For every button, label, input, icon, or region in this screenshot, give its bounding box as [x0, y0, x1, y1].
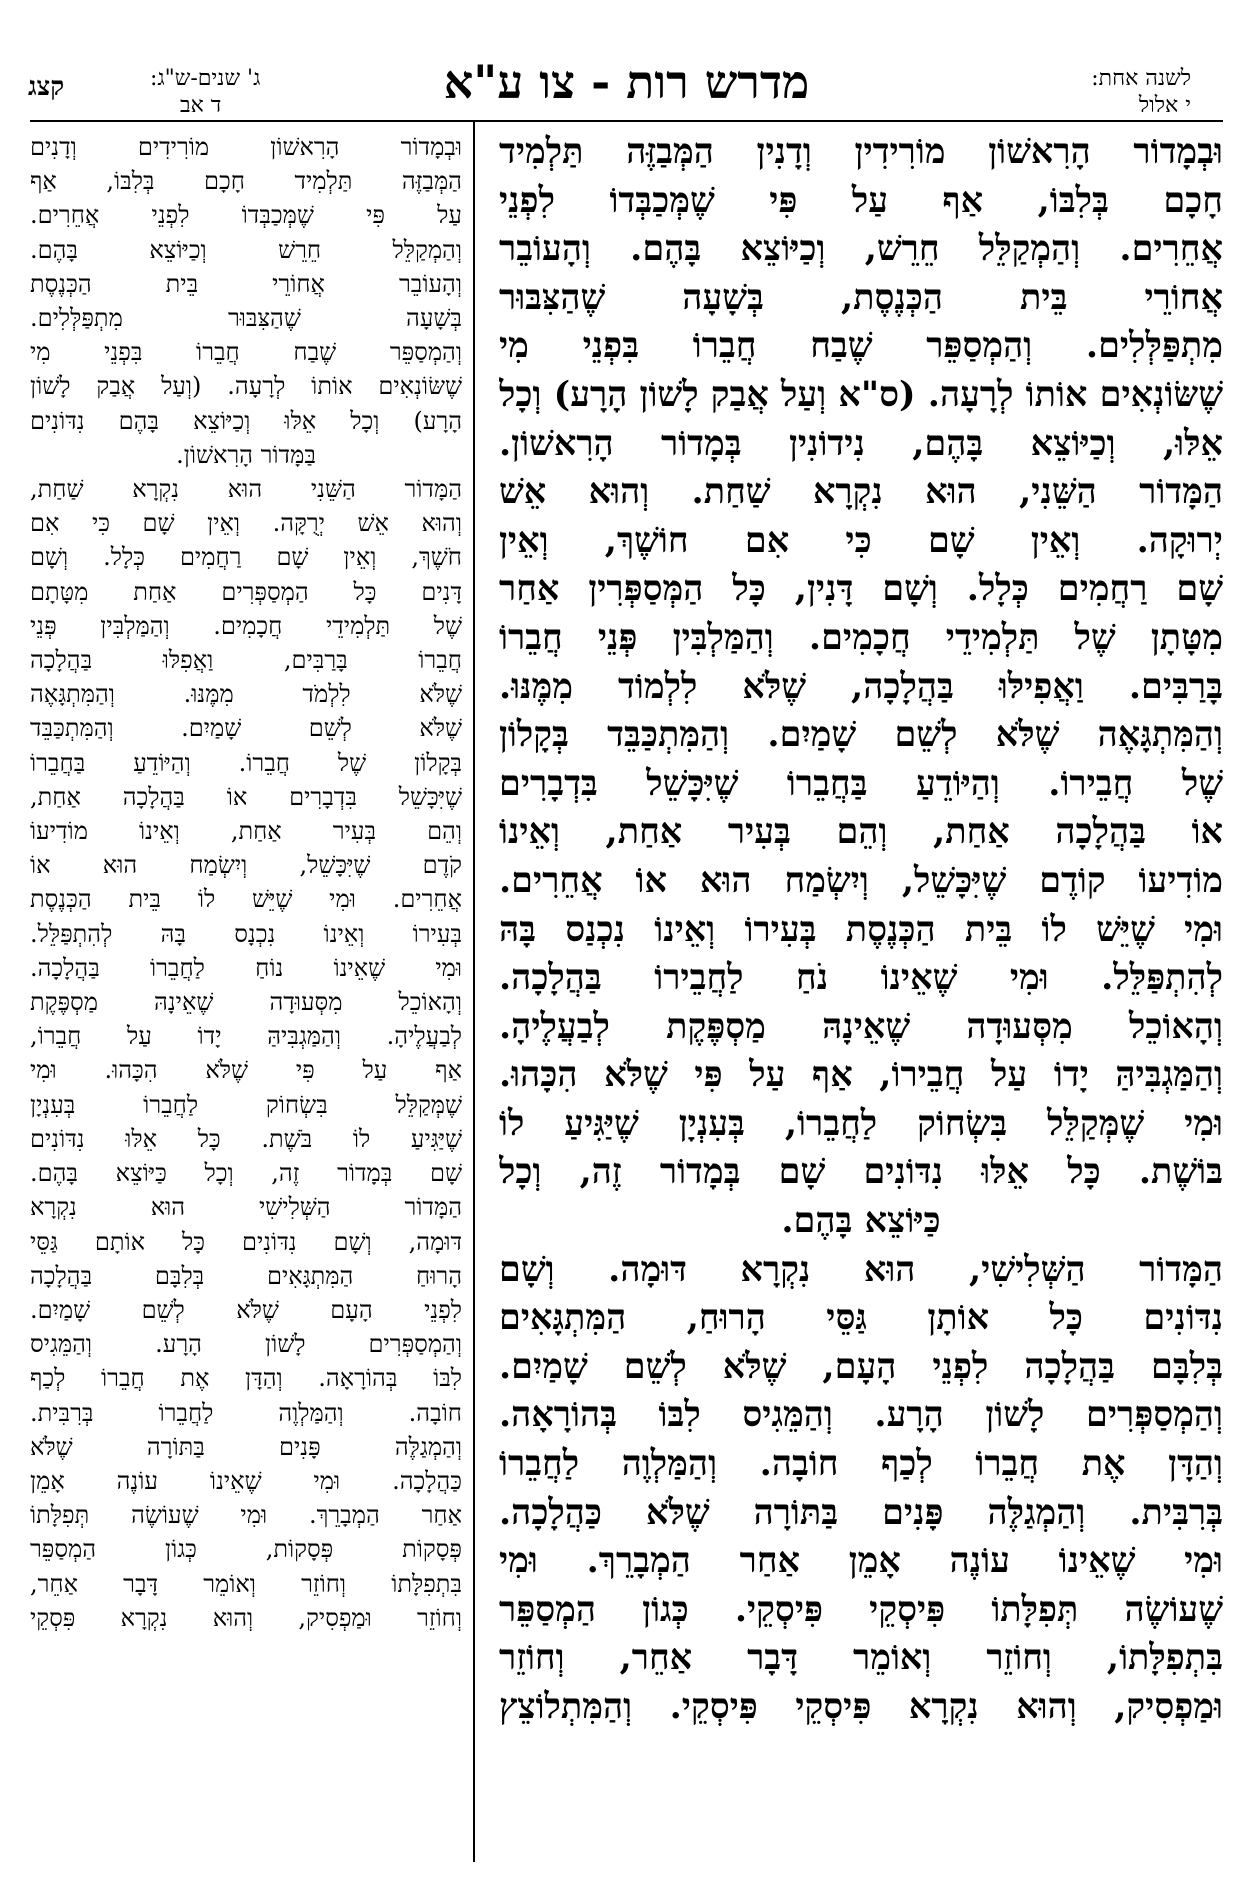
main-text-line: בָּרַבִּים. וַאֲפִילּוּ בַּהֲלָכָה, שֶׁלֹּא לִלְמוֹד מִמֶּנּוּ.: [499, 665, 1223, 707]
side-text-line: שֶׁיַּגִּיעַ לוֹ בֹּשֶׁת. כָּל אֵלּוּ נִדּוֹנִים: [30, 1124, 462, 1153]
side-text-line: וְהַמְקַלֵּל חֵרֵשׁ וְכַיּוֹצֵא בָּהֶם.: [30, 235, 462, 264]
main-text-line: וּמִי שֶׁמְּקַלֵּל בִּשְׂחוֹק לַחֲבֵרוֹ, בְּעִנְיָן שֶׁיַּגִּיעַ לוֹ: [499, 1102, 1223, 1144]
main-text-line: בִּתְפִלָּתוֹ, וְחוֹזֵר וְאוֹמֵר דָּבָר אַחֵר, וְחוֹזֵר: [499, 1637, 1223, 1679]
side-text-line: אַחַר הַמְבָרֵךְ. וּמִי שֶׁעוֹשֶׂה תְּפִלָּתוֹ: [30, 1501, 462, 1530]
side-text-line: בְּקָלוֹן שֶׁל חֲבֵרוֹ. וְהַיּוֹדֵעַ בַּחֲבֵרוֹ: [30, 748, 462, 777]
side-text-line: הָרָע) וְכָל אֵלּוּ וְכַיּוֹצֵא בָּהֶם נִדּוֹנִים: [30, 406, 462, 435]
main-text-line: חָכָם בְּלִבּוֹ, אַף עַל פִּי שֶׁמְּכַבְּדוֹ לִפְנֵי: [499, 179, 1223, 221]
side-text-line: שֶׁלֹּא לְשֵׁם שָׁמַיִם. וְהַמִּתְכַּבֵּד: [30, 714, 462, 743]
side-text-line: פְּסָקוֹת פְּסָקוֹת, כְּגוֹן הַמְסַפֵּר: [30, 1535, 462, 1564]
main-text-line: לְהִתְפַּלֵּל. וּמִי שֶׁאֵינוֹ נֹחַ לַחֲבֵירוֹ בַּהֲלָכָה.: [499, 957, 1223, 999]
schedule-one-year-label: לשנה אחת:: [1091, 66, 1191, 91]
main-text-line: שָׁם רַחֲמִים כְּלָל. וְשָׁם דָּנִין, כָּל הַמְּסַפְּרִין אַחַר: [499, 568, 1223, 610]
side-text-line: וְחוֹזֵר וּמַפְסִיק, וְהוּא נִקְרָא פִּסְקֵי: [30, 1603, 462, 1632]
header-divider: [30, 120, 1223, 122]
main-text-line: מִטָּתָן שֶׁל תַּלְמִידֵי חֲכָמִים. וְהַמַּלְבִּין פְּנֵי חֲבֵרוֹ: [499, 616, 1223, 658]
main-text-line: וּמִי שֶׁיֵּשׁ לוֹ בֵּית הַכְּנֶסֶת בְּעִירוֹ וְאֵינוֹ נִכְנַס בָּהּ: [499, 908, 1223, 950]
main-text-line: מִתְפַּלְּלִים. וְהַמְסַפֵּר שֶׁבַח חֲבֵרוֹ בִּפְנֵי מִי: [499, 325, 1223, 367]
side-text-line: הַמָּדוֹר הַשְּׁלִישִׁי הוּא נִקְרָא: [30, 1193, 462, 1222]
main-text-line: וְהַמַּגְבִּיהַּ יָדוֹ עַל חֲבֵירוֹ, אַף עַל פִּי שֶׁלֹּא הִכָּהוּ.: [499, 1054, 1223, 1096]
main-text-line: וְהַדָּן אֶת חֲבֵרוֹ לְכַף חוֹבָה. וְהַמַּלְוֶה לַחֲבֵרוֹ: [499, 1443, 1223, 1485]
side-text-line: שָׁם בְּמָדוֹר זֶה, וְכָל כַּיּוֹצֵא בָּהֶם.: [30, 1159, 462, 1188]
main-text-line: וְהַמְסַפְּרִים לָשׁוֹן הָרָע. וְהַמֵּגִיס לִבּוֹ בְּהוֹרָאָה.: [499, 1394, 1223, 1436]
side-text-line: וְהוּא אֵשׁ יְרֻקָּה. וְאֵין שָׁם כִּי אִם: [30, 509, 462, 538]
main-text-line: בְּלִבָּם בַּהֲלָכָה לִפְנֵי הָעָם, שֶׁלֹּא לְשֵׁם שָׁמַיִם.: [499, 1345, 1223, 1387]
main-text-line: שֶׁעוֹשֶׂה תְּפִלָּתוֹ פִּיסְקֵי פִּיסְקֵי. כְּגוֹן הַמְסַפֵּר: [499, 1588, 1223, 1630]
schedule-three-year-date: ד אב: [180, 93, 222, 118]
side-text-line: חֹשֶׁךְ, וְאֵין שָׁם רַחֲמִים כְּלָל. וְשָׁם: [30, 543, 462, 572]
side-text-line: עַל פִּי שֶׁמְּכַבְּדוֹ לִפְנֵי אֲחֵרִים.: [30, 201, 462, 230]
side-text-line: הַמְּבַזֶּה תַּלְמִיד חָכָם בְּלִבּוֹ, אַף: [30, 167, 462, 196]
side-text-line: שֶׁשּׂוֹנְאִים אוֹתוֹ לְרָעָה. (וְעַל אֲבַק לָשׁוֹן: [30, 372, 462, 401]
side-text-line: וְהָעוֹבֵר אֲחוֹרֵי בֵּית הַכְּנֶסֶת: [30, 269, 462, 298]
side-text-line: בִּתְפִלָּתוֹ וְחוֹזֵר וְאוֹמֵר דָּבָר אַחֵר,: [30, 1569, 462, 1598]
main-text-line: בּוֹשֶׁת. כָּל אֵלּוּ נִדּוֹנִים שָׁם בְּמָדוֹר זֶה, וְכָל: [499, 1151, 1223, 1193]
side-text-line: וּמִי שֶׁאֵינוֹ נוֹחַ לַחֲבֵרוֹ בַּהֲלָכָה.: [30, 953, 462, 982]
main-text-line: וּמִי שֶׁאֵינוֹ עוֹנֶה אָמֵן אַחַר הַמְבָרֵךְ. וּמִי: [499, 1540, 1223, 1582]
side-text-line: בַּמָּדוֹר הָרִאשׁוֹן.: [176, 440, 316, 469]
column-divider: [473, 122, 475, 1862]
side-text-line: וְהַמְגַלֶּה פָּנִים בַּתּוֹרָה שֶׁלֹּא: [30, 1432, 462, 1461]
translation-text-column: [30, 130, 462, 1635]
main-text-line: הַמָּדוֹר הַשְּׁלִישִׁי, הוּא נִקְרָא דּוּמָה. וְשָׁם: [499, 1248, 1223, 1290]
main-text-line: שֶׁשּׂוֹנְאִים אוֹתוֹ לְרָעָה. (ס"א וְעַל אֲבַק לָשׁוֹן הָרָע) וְכָל: [499, 373, 1223, 415]
main-text-line: נִדּוֹנִים כָּל אוֹתָן גַּסֵּי הָרוּחַ, הַמִּתְגָּאִים: [499, 1297, 1223, 1339]
side-text-line: אַף עַל פִּי שֶׁלֹּא הִכָּהוּ. וּמִי: [30, 1056, 462, 1085]
side-text-line: אֲחֵרִים. וּמִי שֶׁיֵּשׁ לוֹ בֵּית הַכְּנֶסֶת: [30, 885, 462, 914]
main-text-line: וְהַמִּתְגָּאֶה שֶׁלֹּא לְשֵׁם שָׁמַיִם. וְהַמִּתְכַּבֵּד בְּקָלוֹן: [499, 714, 1223, 756]
schedule-one-year-date: י אלול: [1138, 93, 1191, 118]
main-text-line: בְּרִבִּית. וְהַמְגַלֶּה פָּנִים בַּתּוֹרָה שֶׁלֹּא כַּהֲלָכָה.: [499, 1491, 1223, 1533]
side-text-line: וּבְמָדוֹר הָרִאשׁוֹן מוֹרִידִים וְדָנִים: [30, 133, 462, 161]
main-text-line: אֵלּוּ, וְכַיּוֹצֵא בָּהֶם, נִידוֹנִין בְּמָדוֹר הָרִאשׁוֹן.: [499, 422, 1223, 464]
side-text-line: דּוּמָה, וְשָׁם נִדּוֹנִים כָּל אוֹתָם גַּסֵּי: [30, 1227, 462, 1256]
side-text-line: חֲבֵרוֹ בָּרַבִּים, וַאֲפִלּוּ בַּהֲלָכָה: [30, 646, 462, 675]
side-text-line: לִבּוֹ בְּהוֹרָאָה. וְהַדָּן אֶת חֲבֵרוֹ לְכַף: [30, 1364, 462, 1393]
side-text-line: שֶׁלֹּא לִלְמֹד מִמֶּנּוּ. וְהַמִּתְגָּאֶה: [30, 680, 462, 709]
side-text-line: הָרוּחַ הַמִּתְגָּאִים בְּלִבָּם בַּהֲלָכָה: [30, 1261, 462, 1290]
side-text-line: וְהַמְסַפְּרִים לָשׁוֹן הָרָע. וְהַמֵּגִיס: [30, 1330, 462, 1359]
side-text-line: לִפְנֵי הָעָם שֶׁלֹּא לְשֵׁם שָׁמַיִם.: [30, 1295, 462, 1324]
main-text-line: הַמָּדוֹר הַשֵּׁנִי, הוּא נִקְרָא שַׁחַת. וְהוּא אֵשׁ: [499, 471, 1223, 513]
main-text-line: וּמַפְסִיק, וְהוּא נִקְרָא פִּיסְקֵי פִּיסְקֵי. וְהַמִּתְלוֹצֵץ: [499, 1686, 1223, 1727]
side-text-line: וְהֵם בְּעִיר אַחַת, וְאֵינוֹ מוֹדִיעוֹ: [30, 817, 462, 846]
page-number: קצג: [28, 72, 65, 102]
main-text-line: אֲחוֹרֵי בֵּית הַכְּנֶסֶת, בְּשָׁעָה שֶׁהַצִּבּוּר: [499, 276, 1223, 318]
main-text-line: וְהָאוֹכֵל מִסְּעוּדָה שֶׁאֵינָהּ מַסְפֶּקֶת לְבַעֲלֶיהָ.: [499, 1005, 1223, 1047]
main-text-line: אֲחֵרִים. וְהַמְקַלֵּל חֵרֵשׁ, וְכַיּוֹצֵא בָּהֶם. וְהָעוֹבֵר: [499, 228, 1223, 270]
side-text-line: דָּנִים כָּל הַמְסַפְּרִים אַחַת מִטָּתָם: [30, 577, 462, 606]
side-text-line: קֹדֶם שֶׁיִּכָּשֵׁל, וְיִשְׂמַח הוּא אוֹ: [30, 851, 462, 880]
main-text-line: מוֹדִיעוֹ קוֹדֶם שֶׁיִּכָּשֵׁל, וְיִשְׂמַח הוּא אוֹ אֲחֵרִים.: [499, 859, 1223, 901]
side-text-line: שֶׁיִּכָּשֵׁל בִּדְבָרִים אוֹ בַּהֲלָכָה אַחַת,: [30, 782, 462, 811]
main-text-column: [499, 128, 1223, 1732]
main-text-line: אוֹ בַּהֲלָכָה אַחַת, וְהֵם בְּעִיר אַחַת, וְאֵינוֹ: [499, 811, 1223, 853]
main-text-line: וּבְמָדוֹר הָרִאשׁוֹן מוֹרִידִין וְדָנִין הַמְּבַזֶּה תַּלְמִיד: [499, 131, 1223, 172]
side-text-line: כַּהֲלָכָה. וּמִי שֶׁאֵינוֹ עוֹנֶה אָמֵן: [30, 1466, 462, 1495]
side-text-line: בְּשָׁעָה שֶׁהַצִּבּוּר מִתְפַּלְּלִים.: [30, 304, 462, 333]
main-text-line: שֶׁל חֲבֵירוֹ. וְהַיּוֹדֵעַ בַּחֲבֵרוֹ שֶׁיִּכָּשֵׁל בִּדְבָרִים: [499, 762, 1223, 804]
side-text-line: בְּעִירוֹ וְאֵינוֹ נִכְנָס בָּהּ לְהִתְפַּלֵּל.: [30, 919, 462, 948]
side-text-line: וְהָאוֹכֵל מִסְּעוּדָה שֶׁאֵינָהּ מַסְפֶּקֶת: [30, 988, 462, 1017]
side-text-line: חוֹבָה. וְהַמַּלְוֶה לַחֲבֵרוֹ בְּרִבִּית.: [30, 1398, 462, 1427]
side-text-line: לְבַעֲלֶיהָ. וְהַמַּגְבִּיהַּ יָדוֹ עַל חֲבֵרוֹ,: [30, 1022, 462, 1051]
page-header: [0, 0, 1253, 118]
main-text-line: יְרוּקָה. וְאֵין שָׁם כִּי אִם חוֹשֶׁךְ, וְאֵין: [499, 519, 1223, 561]
side-text-line: שֶׁמְּקַלֵּל בִּשְׂחוֹק לַחֲבֵרוֹ בְּעִנְיָן: [30, 1090, 462, 1119]
side-text-line: שֶׁל תַּלְמִידֵי חֲכָמִים. וְהַמַּלְבִּין פְּנֵי: [30, 611, 462, 640]
main-text-line: כַּיּוֹצֵא בָּהֶם.: [781, 1200, 941, 1242]
schedule-three-year-label: ג' שנים-ש"ג:: [150, 66, 261, 91]
page-title: מדרש רות - צו ע"א: [443, 55, 810, 109]
side-text-line: וְהַמְסַפֵּר שֶׁבַח חֲבֵרוֹ בִּפְנֵי מִי: [30, 338, 462, 367]
side-text-line: הַמָּדוֹר הַשֵּׁנִי הוּא נִקְרָא שַׁחַת,: [30, 475, 462, 504]
